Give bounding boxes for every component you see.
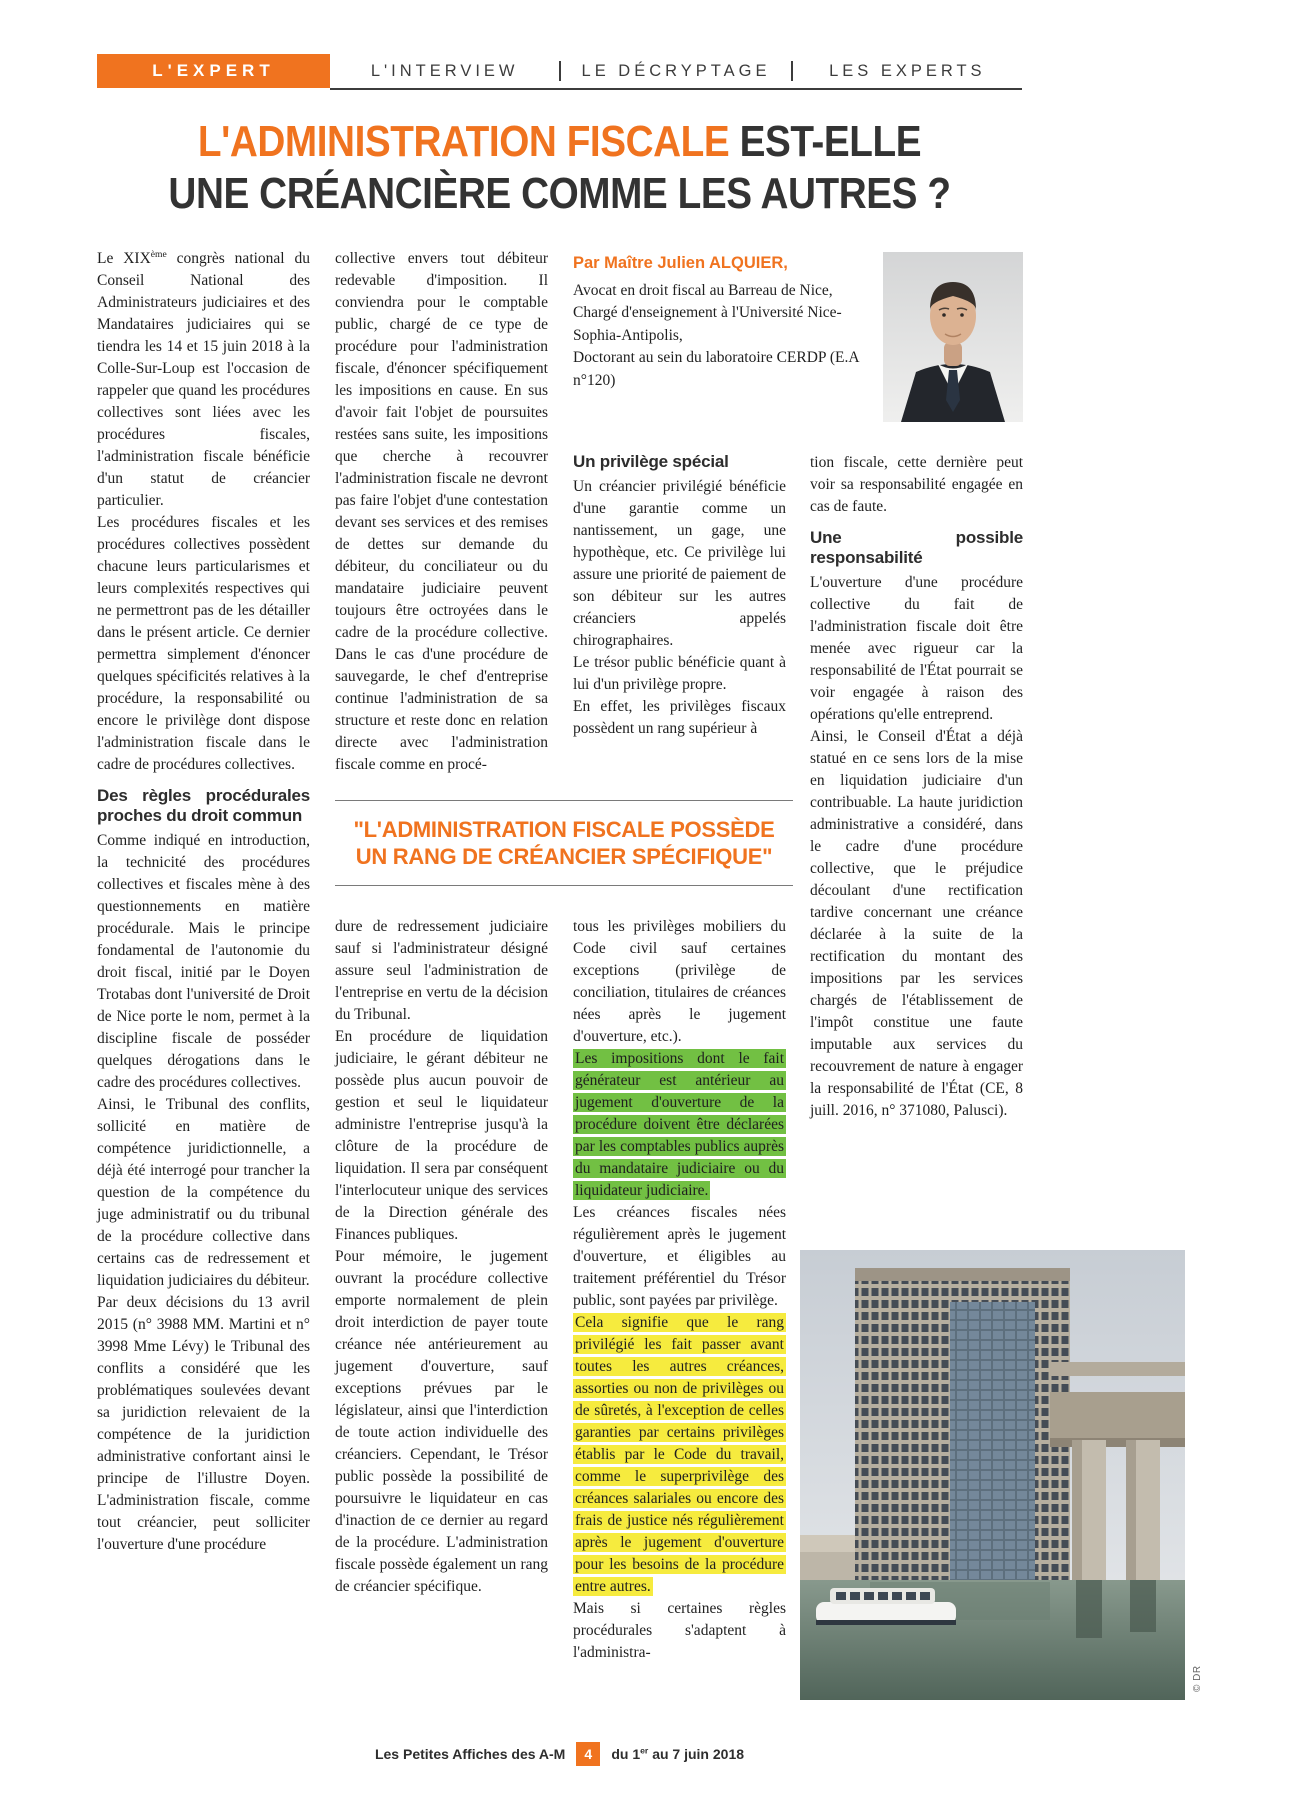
superscript: er bbox=[640, 1745, 649, 1756]
paragraph: tion fiscale, cette dernière peut voir sa responsabilité engagée en cas de faute. bbox=[810, 454, 1023, 515]
paragraph: Pour mémoire, le jugement ouvrant la procédure collective emporte normalement de plein droit interdiction de payer toute créance née antérieurement au jugement d'ouverture, sauf exceptions prévues par le législateur, ainsi que l'interdiction de toute action individuelle des créanciers. Cependant, le Trésor public possède la possibilité de poursuivre le liquidateur en cas d'inaction de ce dernier au regard de la procédure. L'administration fiscale possède également un rang de créancier spécifique. bbox=[335, 1248, 548, 1595]
footer-publication: Les Petites Affiches des A-M bbox=[374, 1746, 566, 1762]
paragraph bbox=[97, 248, 310, 512]
paragraph bbox=[573, 916, 786, 1048]
paragraph: Par deux décisions du 13 avril 2015 (n° 3988 MM. Martini et n° 3998 Mme Lévy) le Tribunal des conflits a considéré que les problématiques soulevées devant sa juridiction relevaient de la compétence de la juridiction administrative confortant ainsi le principe de l'illustre Doyen. L'administration fiscale, comme tout créancier, peut solliciter l'ouverture d'une procédure bbox=[97, 1294, 310, 1553]
column-2-lower bbox=[335, 916, 548, 1598]
column-3-lower bbox=[573, 916, 786, 1664]
paragraph-text: congrès national du Conseil National des Administrateurs judiciaires et des Mandataires judiciaires qui se tiendra les 14 et 15 juin 2018 à la Colle-Sur-Loup est l'occasion de rappeler que quand les procédures collectives sont liées avec les procédures fiscales, l'administration fiscale bénéficie d'un statut de créancier particulier. bbox=[97, 250, 310, 509]
nav-tabs-row bbox=[330, 54, 1022, 90]
yellow-highlight-text: Cela signifie que le rang privilégié les fait passer avant toutes les autres créances, assorties ou non de privilèges ou de sûretés, à l'exception de celles garanties par certains privilèges établis par le Code du travail, comme le superprivilège des créances salariales ou encore des frais de justice nés régulièrement après le jugement d'ouverture pour les besoins de la procédure entre autres. bbox=[575, 1314, 784, 1595]
paragraph-text: Le XIX bbox=[97, 250, 151, 267]
tab-experts: LES EXPERTS bbox=[829, 61, 986, 80]
paragraph: Comme indiqué en introduction, la technicité des procédures collectives et fiscales mène à des questionnements en matière procédurale. Mais le principe fondamental de l'autonomie du droit fiscal, initié par le Doyen Trotabas dont l'université de Droit de Nice porte le nom, permet à la discipline fiscale de posséder quelques dérogations dans le cadre des procédures collectives. bbox=[97, 832, 310, 1091]
paragraph bbox=[573, 1598, 786, 1664]
column-2-upper bbox=[335, 248, 548, 800]
column-3-upper bbox=[573, 452, 786, 740]
paragraph: Ainsi, le Tribunal des conflits, sollicité en matière de compétence juridictionnelle, a déjà été interrogé pour trancher la question de la compétence du juge administratif ou du tribunal de la procédure collective dans certains cas de redressement et liquidation judiciaires du débiteur. bbox=[97, 1096, 310, 1289]
footer-date bbox=[611, 1746, 744, 1762]
superscript: ème bbox=[150, 248, 167, 260]
article-title-rest: EST-ELLE bbox=[729, 117, 922, 166]
tab-interview: L'INTERVIEW bbox=[370, 61, 519, 80]
author-line: Doctorant au sein du laboratoire CERDP (E.A n°120) bbox=[573, 349, 859, 389]
paragraph: L'ouverture d'une procédure collective du fait de l'administration fiscale doit être menée avec rigueur car la responsabilité de l'État pourrait se voir engagée à raison des opérations qu'elle entreprend. bbox=[810, 574, 1023, 723]
paragraph-text: Les créances fiscales nées régulièrement après le jugement d'ouverture, et éligibles au traitement préférentiel du Trésor public, sont payées par privilège. bbox=[573, 1204, 786, 1309]
section-heading-privilege: Un privilège spécial bbox=[573, 452, 729, 471]
paragraph-highlighted-green bbox=[573, 1048, 786, 1202]
paragraph bbox=[573, 1202, 786, 1312]
footer-date-text: au 7 juin 2018 bbox=[648, 1746, 745, 1762]
paragraph: collective envers tout débiteur redevable d'imposition. Il conviendra pour le comptable public, chargé de ce type de procédure pour l'administration fiscale, d'énoncer spécifiquement les impositions en cause. En sus d'avoir fait l'objet de poursuites restées sans suite, les impositions que cherche à recouvrer l'administration fiscale ne devront pas faire l'objet d'une contestation devant ses services et des remises de dettes sur demande du débiteur, du conciliateur ou du mandataire judiciaire peuvent toujours être octroyées dans le cadre de la procédure collective. Dans le cas d'une procédure de sauvegarde, le chef d'entreprise continue l'administration de sa structure et reste donc en relation directe avec l'administration fiscale comme en procé- bbox=[335, 250, 548, 773]
author-portrait-photo bbox=[883, 252, 1023, 422]
section-nav bbox=[97, 54, 1022, 88]
boat-shape bbox=[816, 1588, 956, 1625]
paragraph: En effet, les privilèges fiscaux possèdent un rang supérieur à bbox=[573, 698, 786, 737]
paragraph: Ainsi, le Conseil d'État a déjà statué en ce sens lors de la mise en liquidation judiciaire d'un contribuable. La haute juridiction administrative a considéré, dans le cadre d'une procédure collective, que le préjudice découlant d'une rectification tardive concernant une créance déclarée à la suite de la rectification du montant des impositions par les services chargés de l'établissement de l'impôt constitue une faute imputable aux services du recouvrement de nature à engager la responsabilité de l'État (CE, 8 juill. 2016, n° 371080, Palusci). bbox=[810, 728, 1023, 1119]
column-4 bbox=[810, 452, 1023, 1122]
green-highlight-text: Les impositions dont le fait générateur est antérieur au jugement d'ouverture de la procédure doivent être déclarées par les comptables publics auprès du mandataire judiciaire ou du liquidateur judiciaire. bbox=[575, 1050, 784, 1199]
page-footer bbox=[97, 1742, 1022, 1766]
paragraph: En procédure de liquidation judiciaire, le gérant débiteur ne possède plus aucun pouvoir de gestion et seul le liquidateur administre l'entreprise jusqu'à la clôture de la procédure de liquidation. Il sera par conséquent l'interlocuteur unique des services de la Direction générale des Finances publiques. bbox=[335, 1028, 548, 1243]
footer-date-text: du 1 bbox=[611, 1746, 641, 1762]
page-number-badge: 4 bbox=[576, 1742, 600, 1766]
author-box bbox=[573, 252, 1023, 422]
section-heading-regles: Des règles procédurales proches du droit commun bbox=[97, 786, 310, 825]
column-1 bbox=[97, 248, 310, 1556]
paragraph: dure de redressement judiciaire sauf si l'administrateur désigné assure seul l'administration de l'entreprise en vertu de la décision du Tribunal. bbox=[335, 918, 548, 1023]
author-byline: Par Maître Julien ALQUIER, bbox=[573, 254, 788, 272]
bercy-building-photo bbox=[800, 1250, 1185, 1700]
article-title-accent: L'ADMINISTRATION FISCALE bbox=[197, 117, 730, 166]
author-text bbox=[573, 252, 871, 422]
author-line: Avocat en droit fiscal au Barreau de Nice, bbox=[573, 281, 833, 299]
paragraph-text: tous les privilèges mobiliers du Code civil sauf certaines exceptions (privilège de conciliation, titulaires de créances nées après le jugement d'ouverture, etc.). bbox=[573, 918, 786, 1045]
article-title-line2: UNE CRÉANCIÈRE COMME LES AUTRES ? bbox=[168, 169, 951, 218]
article-title-line1 bbox=[153, 116, 967, 168]
pull-quote: "L'ADMINISTRATION FISCALE POSSÈDE UN RANG DE CRÉANCIER SPÉCIFIQUE" bbox=[335, 800, 793, 886]
paragraph: Les procédures fiscales et les procédures collectives possèdent chacune leurs particularismes et leurs complexités respectives qui ne permettront pas de les détailler dans le présent article. Ce dernier permettra simplement d'énoncer quelques spécificités relatives à la procédure, la responsabilité ou encore le privilège dont dispose l'administration fiscale dans le cadre de procédures collectives. bbox=[97, 514, 310, 773]
tab-expert: L'EXPERT bbox=[97, 54, 330, 88]
section-heading-responsabilite: Une possible responsabilité bbox=[810, 528, 1023, 567]
paragraph-highlighted-yellow bbox=[573, 1312, 786, 1598]
article-title bbox=[97, 116, 1022, 220]
photo-credit: © DR bbox=[1192, 1665, 1203, 1692]
paragraph: Un créancier privilégié bénéficie d'une garantie comme un nantissement, un gage, une hypothèque, etc. Ce privilège lui assure une priorité de paiement de son débiteur sur les autres créanciers appelés chirographaires. bbox=[573, 478, 786, 649]
tab-decryptage: LE DÉCRYPTAGE bbox=[581, 61, 771, 80]
author-line: Chargé d'enseignement à l'Université Nice-Sophia-Antipolis, bbox=[573, 304, 842, 344]
paragraph-text: Mais si certaines règles procédurales s'adaptent à l'administra- bbox=[573, 1600, 786, 1661]
paragraph: Le trésor public bénéficie quant à lui d'un privilège propre. bbox=[573, 654, 786, 693]
